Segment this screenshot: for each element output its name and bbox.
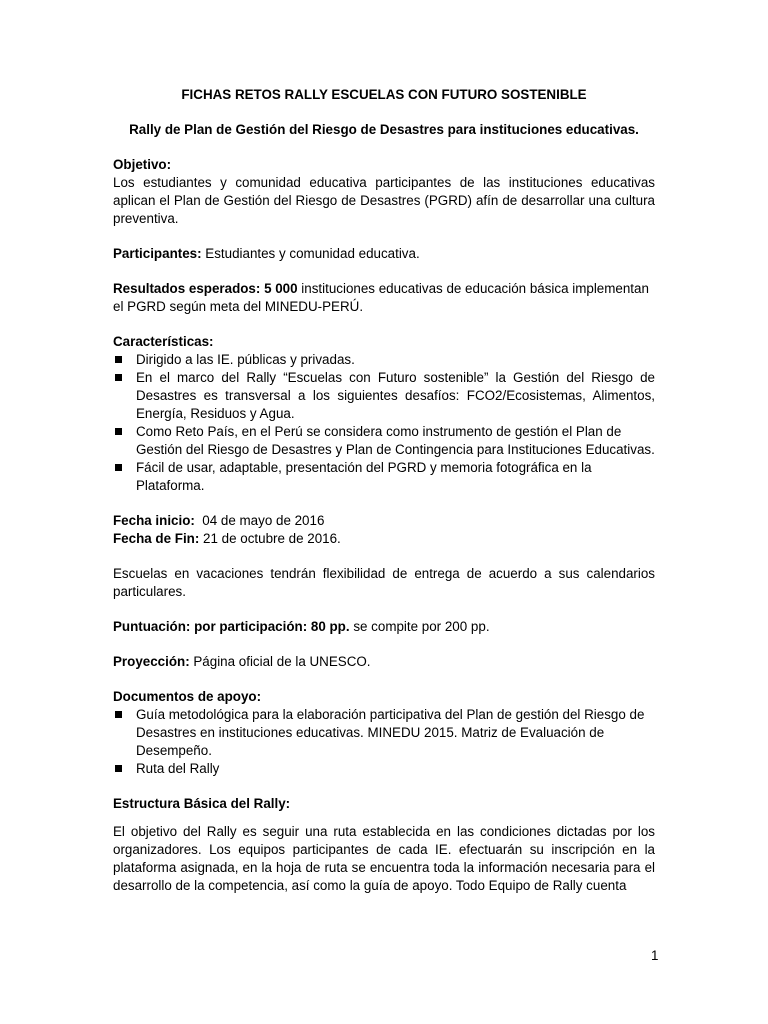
puntuacion-label: Puntuación: por participación: 80 pp. bbox=[113, 619, 350, 634]
fecha-fin-value: 21 de octubre de 2016. bbox=[199, 531, 341, 546]
list-item bbox=[113, 459, 655, 495]
list-item-text: Guía metodológica para la elaboración participativa del Plan de gestión del Riesgo de Desastres en instituciones educativas. MINEDU 2015. Matriz de Evaluación de Desempeño. bbox=[136, 707, 645, 758]
square-bullet-icon bbox=[115, 374, 122, 381]
proyeccion-paragraph bbox=[113, 653, 655, 671]
square-bullet-icon bbox=[115, 464, 122, 471]
list-item-text: Dirigido a las IE. públicas y privadas. bbox=[136, 352, 355, 367]
square-bullet-icon bbox=[115, 356, 122, 363]
caracteristicas-heading: Características: bbox=[113, 334, 214, 349]
caracteristicas-list bbox=[113, 351, 655, 495]
page-content bbox=[113, 86, 655, 895]
vacaciones-paragraph: Escuelas en vacaciones tendrán flexibilidad de entrega de acuerdo a sus calendarios particulares. bbox=[113, 566, 655, 599]
document-title: FICHAS RETOS RALLY ESCUELAS CON FUTURO SOSTENIBLE bbox=[181, 87, 587, 102]
participantes-text: Estudiantes y comunidad educativa. bbox=[201, 246, 420, 261]
objetivo-section bbox=[113, 156, 655, 228]
proyeccion-text: Página oficial de la UNESCO. bbox=[189, 654, 371, 669]
list-item-text: Como Reto País, en el Perú se considera como instrumento de gestión el Plan de Gestión del Riesgo de Desastres y Plan de Contingencia para Instituciones Educativas. bbox=[136, 424, 655, 457]
estructura-text: El objetivo del Rally es seguir una ruta establecida en las condiciones dictadas por los organizadores. Los equipos participantes de cada IE. efectuarán su inscripción en la plataforma asignada, en la hoja de ruta se encuentra toda la información necesaria para el desarrollo de la competencia, así como la guía de apoyo. Todo Equipo de Rally cuenta bbox=[113, 824, 655, 893]
estructura-heading: Estructura Básica del Rally: bbox=[113, 796, 291, 811]
participantes-label: Participantes: bbox=[113, 246, 202, 261]
documentos-list bbox=[113, 706, 655, 778]
participantes-paragraph bbox=[113, 245, 655, 263]
list-item bbox=[113, 351, 655, 369]
document-subtitle: Rally de Plan de Gestión del Riesgo de Desastres para instituciones educativas. bbox=[129, 122, 639, 137]
list-item bbox=[113, 423, 655, 459]
objetivo-heading: Objetivo: bbox=[113, 157, 172, 172]
documentos-section bbox=[113, 688, 655, 778]
square-bullet-icon bbox=[115, 428, 122, 435]
documentos-heading: Documentos de apoyo: bbox=[113, 689, 262, 704]
fecha-inicio-label: Fecha inicio: bbox=[113, 513, 195, 528]
resultados-label: Resultados esperados: 5 000 bbox=[113, 281, 298, 296]
list-item-text: Ruta del Rally bbox=[136, 761, 220, 776]
puntuacion-text: se compite por 200 pp. bbox=[349, 619, 490, 634]
list-item bbox=[113, 706, 655, 760]
list-item-text: En el marco del Rally “Escuelas con Futuro sostenible” la Gestión del Riesgo de Desastres es transversal a los siguientes desafíos: FCO2/Ecosistemas, Alimentos, Energía, Residuos y Agua. bbox=[136, 370, 655, 421]
proyeccion-label: Proyección: bbox=[113, 654, 190, 669]
list-item bbox=[113, 760, 655, 778]
square-bullet-icon bbox=[115, 765, 122, 772]
list-item bbox=[113, 369, 655, 423]
resultados-text: instituciones educativas de educación básica implementan el PGRD según meta del MINEDU-PERÚ. bbox=[113, 281, 649, 314]
caracteristicas-section bbox=[113, 333, 655, 495]
fecha-inicio-value: 04 de mayo de 2016 bbox=[194, 513, 325, 528]
square-bullet-icon bbox=[115, 711, 122, 718]
list-item-text: Fácil de usar, adaptable, presentación del PGRD y memoria fotográfica en la Plataforma. bbox=[136, 460, 592, 493]
resultados-paragraph bbox=[113, 280, 655, 316]
fecha-fin-line bbox=[113, 530, 655, 548]
fecha-inicio-line bbox=[113, 512, 655, 530]
objetivo-text: Los estudiantes y comunidad educativa participantes de las instituciones educativas aplican el Plan de Gestión del Riesgo de Desastres (PGRD) afín de desarrollar una cultura preventiva. bbox=[113, 175, 655, 226]
page-number: 1 bbox=[651, 948, 659, 963]
fechas-section bbox=[113, 512, 655, 548]
puntuacion-paragraph bbox=[113, 618, 655, 636]
fecha-fin-label: Fecha de Fin: bbox=[113, 531, 200, 546]
